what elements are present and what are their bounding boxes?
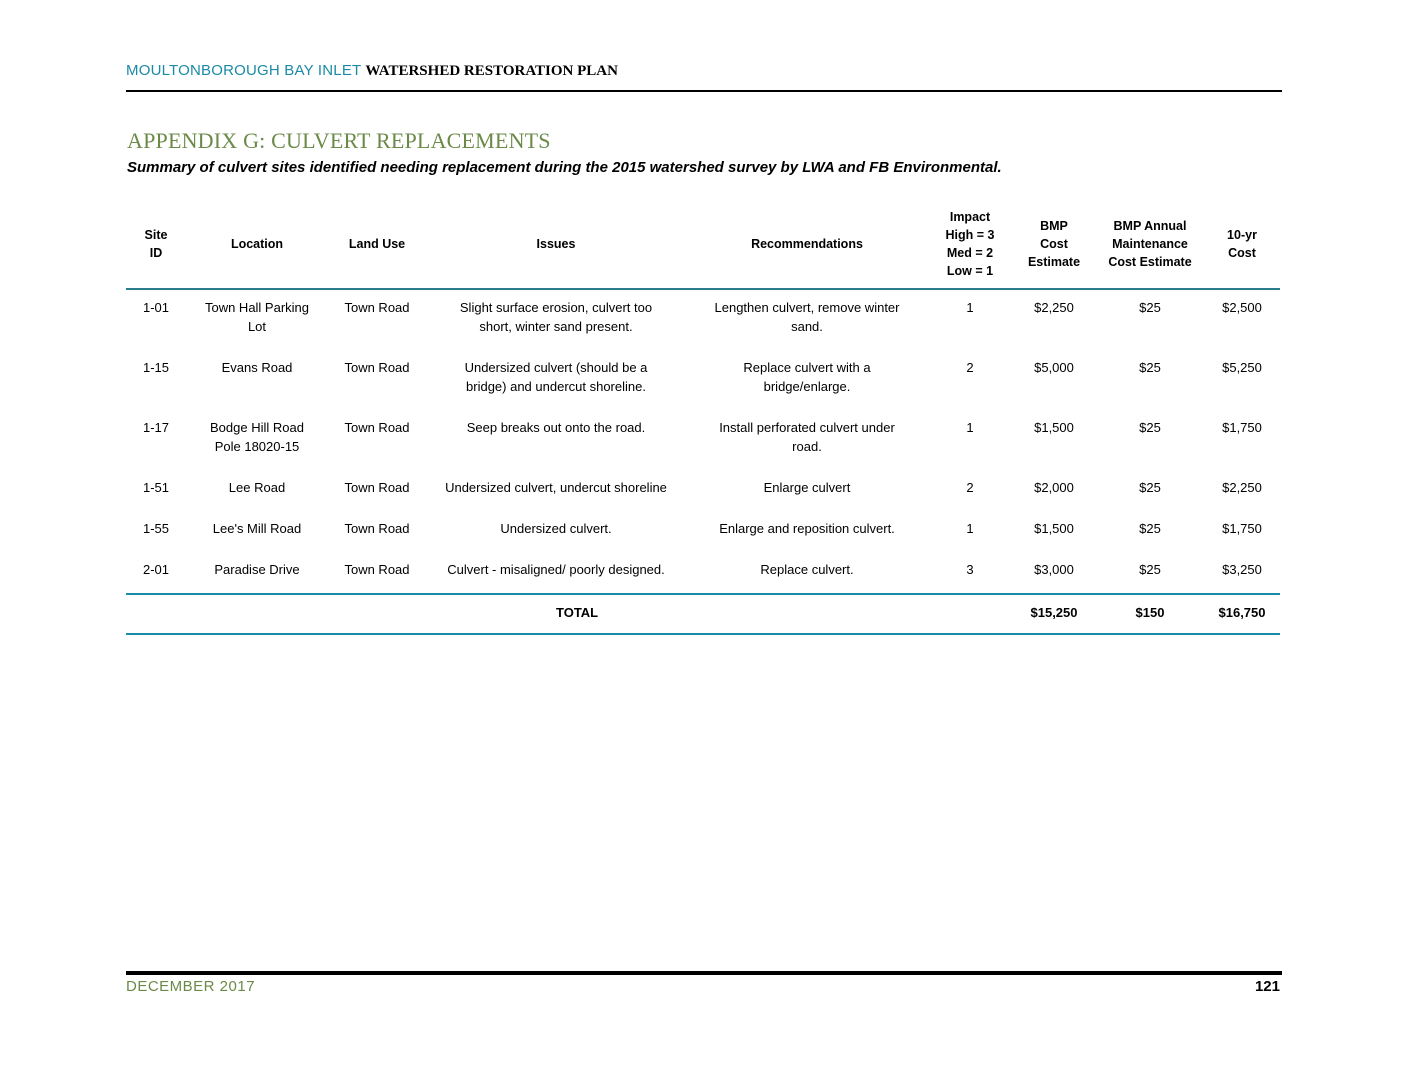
- cell-line: Slight surface erosion, culvert too: [459, 300, 653, 315]
- running-header: [126, 62, 1282, 92]
- cell-line: bridge/enlarge.: [763, 379, 851, 394]
- cell-bmp-annual-maintenance: $25: [1139, 360, 1161, 375]
- column-header-site-id: [126, 200, 186, 289]
- cell-recommendations: [686, 410, 928, 470]
- column-header-line: Cost: [1228, 246, 1256, 260]
- cell-line: Enlarge culvert: [763, 480, 851, 495]
- column-header-land-use: [328, 200, 426, 289]
- column-header-bmp-annual-maintenance: [1096, 200, 1204, 289]
- cell-site-id: 2-01: [142, 562, 170, 577]
- cell-site-id: 1-01: [142, 300, 170, 315]
- cell-recommendations: [686, 552, 928, 594]
- column-header-line: Site: [144, 228, 168, 242]
- cell-issues: [426, 470, 686, 511]
- cell-line: Install perforated culvert under: [719, 420, 895, 435]
- cell-site-id: 1-51: [142, 480, 170, 495]
- cell-line: Town Hall Parking: [204, 300, 310, 315]
- cell-ten-yr-cost: $2,500: [1222, 300, 1262, 315]
- table-row: [126, 552, 1280, 594]
- cell-impact: 2: [966, 360, 974, 375]
- cell-site-id: 1-55: [142, 521, 170, 536]
- column-header-line: Recommendations: [751, 237, 863, 251]
- cell-land-use: Town Road: [344, 521, 410, 536]
- cell-recommendations: [686, 511, 928, 552]
- table-caption: Summary of culvert sites identified needing replacement during the 2015 watershed survey by LWA and FB Environmental.: [127, 159, 1002, 176]
- column-header-line: Impact: [949, 210, 991, 224]
- cell-line: sand.: [791, 319, 823, 334]
- cell-line: Evans Road: [221, 360, 293, 375]
- column-header-line: Cost: [1040, 237, 1068, 251]
- column-header-impact: [928, 200, 1012, 289]
- cell-impact: 1: [966, 420, 974, 435]
- cell-location: [186, 410, 328, 470]
- cell-ten-yr-cost: $5,250: [1222, 360, 1262, 375]
- cell-recommendations: [686, 289, 928, 350]
- cell-bmp-annual-maintenance: $25: [1139, 480, 1161, 495]
- cell-land-use: Town Road: [344, 300, 410, 315]
- page-title: APPENDIX G: CULVERT REPLACEMENTS: [127, 128, 551, 153]
- header-project-name: MOULTONBOROUGH BAY INLET: [126, 62, 362, 79]
- column-header-line: Cost Estimate: [1108, 255, 1192, 269]
- column-header-ten-yr-cost: [1204, 200, 1280, 289]
- cell-site-id: 1-15: [142, 360, 170, 375]
- cell-line: Culvert - misaligned/ poorly designed.: [447, 562, 665, 577]
- footer-date: DECEMBER 2017: [126, 978, 256, 995]
- cell-bmp-annual-maintenance: $25: [1139, 521, 1161, 536]
- cell-issues: [426, 289, 686, 350]
- cell-impact: 3: [966, 562, 974, 577]
- cell-ten-yr-cost: $2,250: [1222, 480, 1262, 495]
- cell-line: short, winter sand present.: [479, 319, 633, 334]
- cell-land-use: Town Road: [344, 480, 410, 495]
- column-header-line: Location: [230, 237, 284, 251]
- cell-line: Enlarge and reposition culvert.: [719, 521, 895, 536]
- column-header-recommendations: [686, 200, 928, 289]
- cell-ten-yr-cost: $1,750: [1222, 521, 1262, 536]
- cell-impact: 1: [966, 521, 974, 536]
- cell-line: bridge) and undercut shoreline.: [466, 379, 646, 394]
- column-header-line: BMP Annual: [1113, 219, 1187, 233]
- column-header-line: Estimate: [1027, 255, 1081, 269]
- total-ten-yr-cost: $16,750: [1204, 594, 1280, 634]
- column-header-line: Land Use: [348, 237, 406, 251]
- table-row: [126, 350, 1280, 410]
- total-impact-empty: [928, 594, 1012, 634]
- page-number: 121: [1254, 978, 1280, 995]
- column-header-line: Maintenance: [1112, 237, 1188, 251]
- cell-line: Undersized culvert (should be a: [464, 360, 648, 375]
- column-header-line: High = 3: [945, 228, 995, 242]
- cell-site-id: 1-17: [142, 420, 170, 435]
- cell-line: Lee's Mill Road: [212, 521, 302, 536]
- cell-bmp-annual-maintenance: $25: [1139, 300, 1161, 315]
- table-row: [126, 289, 1280, 350]
- cell-line: Replace culvert with a: [743, 360, 871, 375]
- cell-impact: 1: [966, 300, 974, 315]
- cell-recommendations: [686, 470, 928, 511]
- column-header-line: Issues: [536, 237, 576, 251]
- cell-land-use: Town Road: [344, 562, 410, 577]
- cell-issues: [426, 410, 686, 470]
- header-plan-name: WATERSHED RESTORATION PLAN: [365, 63, 618, 79]
- column-header-line: Low = 1: [946, 264, 994, 278]
- cell-line: Seep breaks out onto the road.: [466, 420, 646, 435]
- cell-line: Bodge Hill Road: [210, 420, 304, 435]
- cell-bmp-cost-estimate: $1,500: [1034, 521, 1074, 536]
- cell-line: Undersized culvert, undercut shoreline: [445, 480, 667, 495]
- cell-land-use: Town Road: [344, 420, 410, 435]
- cell-location: [186, 552, 328, 594]
- cell-land-use: Town Road: [344, 360, 410, 375]
- cell-line: Lengthen culvert, remove winter: [714, 300, 900, 315]
- total-row: [126, 594, 1280, 634]
- cell-bmp-cost-estimate: $2,250: [1034, 300, 1074, 315]
- cell-bmp-cost-estimate: $2,000: [1034, 480, 1074, 495]
- cell-issues: [426, 552, 686, 594]
- cell-recommendations: [686, 350, 928, 410]
- cell-location: [186, 470, 328, 511]
- column-header-line: Med = 2: [946, 246, 994, 260]
- culvert-table: [126, 200, 1280, 635]
- running-footer: [126, 971, 1282, 995]
- table-row: [126, 410, 1280, 470]
- total-annual-maintenance: $150: [1096, 594, 1204, 634]
- cell-ten-yr-cost: $3,250: [1222, 562, 1262, 577]
- cell-issues: [426, 511, 686, 552]
- column-header-line: BMP: [1040, 219, 1068, 233]
- cell-issues: [426, 350, 686, 410]
- cell-line: Paradise Drive: [214, 562, 300, 577]
- table-row: [126, 470, 1280, 511]
- cell-bmp-annual-maintenance: $25: [1139, 420, 1161, 435]
- cell-bmp-annual-maintenance: $25: [1139, 562, 1161, 577]
- cell-bmp-cost-estimate: $1,500: [1034, 420, 1074, 435]
- table-row: [126, 511, 1280, 552]
- cell-bmp-cost-estimate: $3,000: [1034, 562, 1074, 577]
- cell-location: [186, 350, 328, 410]
- cell-line: Undersized culvert.: [500, 521, 612, 536]
- column-header-line: 10-yr: [1227, 228, 1257, 242]
- cell-location: [186, 511, 328, 552]
- cell-line: Lee Road: [228, 480, 286, 495]
- column-header-line: ID: [149, 246, 163, 260]
- column-header-bmp-cost-estimate: [1012, 200, 1096, 289]
- cell-ten-yr-cost: $1,750: [1222, 420, 1262, 435]
- cell-line: Lot: [247, 319, 267, 334]
- cell-location: [186, 289, 328, 350]
- column-header-location: [186, 200, 328, 289]
- cell-line: Pole 18020-15: [214, 439, 300, 454]
- column-header-issues: [426, 200, 686, 289]
- total-label: TOTAL: [426, 594, 928, 634]
- cell-line: road.: [792, 439, 822, 454]
- cell-bmp-cost-estimate: $5,000: [1034, 360, 1074, 375]
- table-header-row: [126, 200, 1280, 289]
- total-spacer: [126, 594, 426, 634]
- cell-line: Replace culvert.: [760, 562, 854, 577]
- total-bmp-cost: $15,250: [1012, 594, 1096, 634]
- cell-impact: 2: [966, 480, 974, 495]
